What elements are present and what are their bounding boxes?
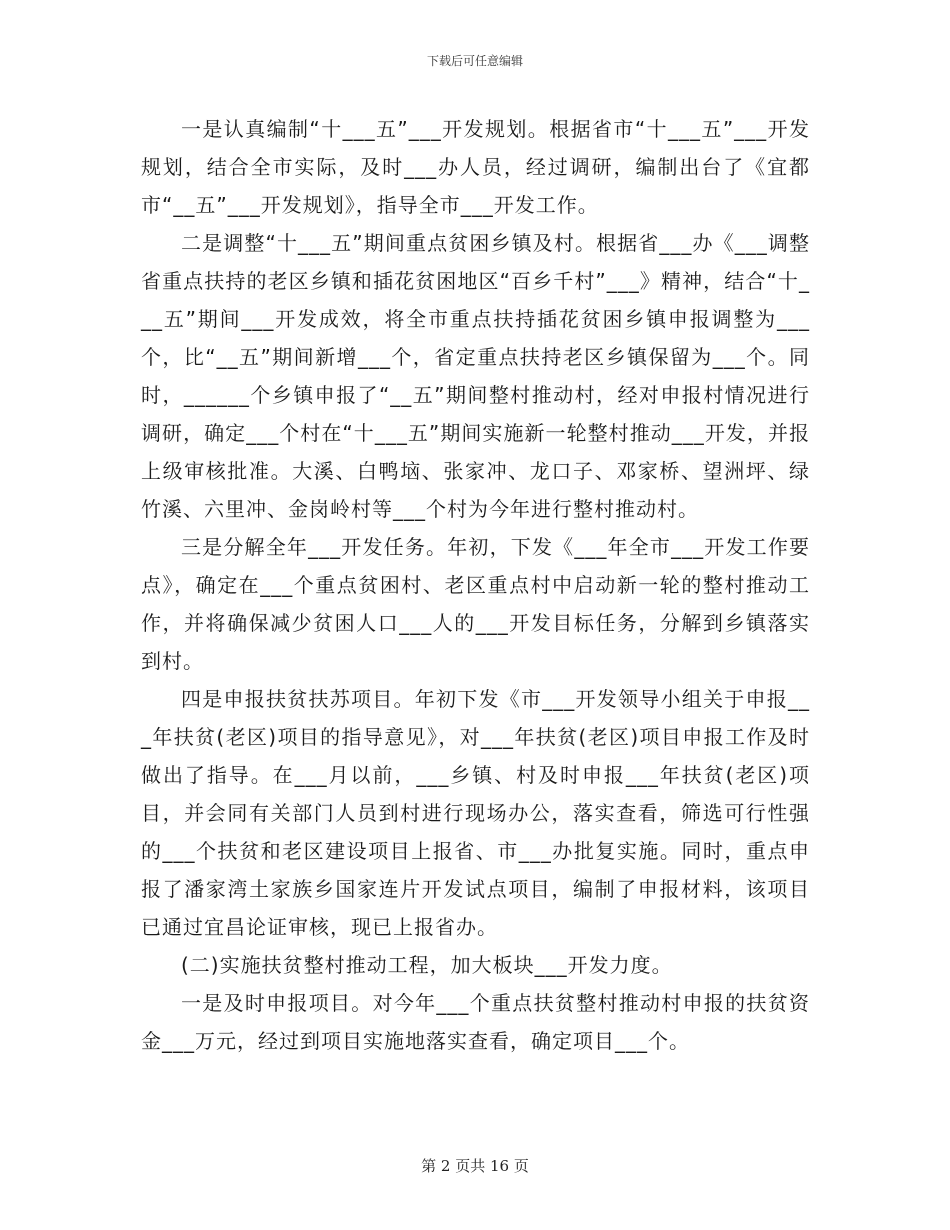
document-body bbox=[141, 110, 810, 1060]
section-heading: (二)实施扶贫整村推动工程，加大板块___开发力度。 bbox=[181, 953, 673, 977]
paragraph-4: 四是申报扶贫扶苏项目。年初下发《市___开发领导小组关于申报___年扶贫(老区)项目的指导意见》，对___年扶贫(老区)项目申报工作及时做出了指导。在___月以前，___乡镇、村及时申报___年扶贫(老区)项目，并会同有关部门人员到村进行现场办公，落实查看，筛选可行性强的___个扶贫和老区建设项目上报省、市___办批复实施。同时，重点申报了潘家湾土家族乡国家连片开发试点项目，编制了申报材料，该项目已通过宜昌论证审核，现已上报省办。 bbox=[141, 687, 810, 939]
page-header: 下载后可任意编辑 bbox=[426, 54, 523, 68]
paragraph-3: 三是分解全年___开发任务。年初，下发《___年全市___开发工作要点》，确定在___个重点贫困村、老区重点村中启动新一轮的整村推动工作，并将确保减少贫困人口___人的___开发目标任务，分解到乡镇落实到村。 bbox=[141, 535, 810, 673]
paragraph-5: 一是及时申报项目。对今年___个重点扶贫整村推动村申报的扶贫资金___万元，经过到项目实施地落实查看，确定项目___个。 bbox=[141, 991, 810, 1053]
paragraph-1: 一是认真编制“十___五”___开发规划。根据省市“十___五”___开发规划，结合全市实际，及时___办人员，经过调研，编制出台了《宜都市“__五”___开发规划》，指导全市___开发工作。 bbox=[141, 117, 810, 217]
page-footer: 第 2 页共 16 页 bbox=[421, 1157, 529, 1175]
paragraph-2: 二是调整“十___五”期间重点贫困乡镇及村。根据省___办《___调整省重点扶持的老区乡镇和插花贫困地区“百乡千村”___》精神，结合“十___五”期间___开发成效，将全市重点扶持插花贫困乡镇申报调整为___个，比“__五”期间新增___个，省定重点扶持老区乡镇保留为___个。同时，______个乡镇申报了“__五”期间整村推动村，经对申报村情况进行调研，确定___个村在“十___五”期间实施新一轮整村推动___开发，并报上级审核批准。大溪、白鸭垴、张家冲、龙口子、邓家桥、望洲坪、绿竹溪、六里冲、金岗岭村等___个村为今年进行整村推动村。 bbox=[141, 231, 810, 521]
